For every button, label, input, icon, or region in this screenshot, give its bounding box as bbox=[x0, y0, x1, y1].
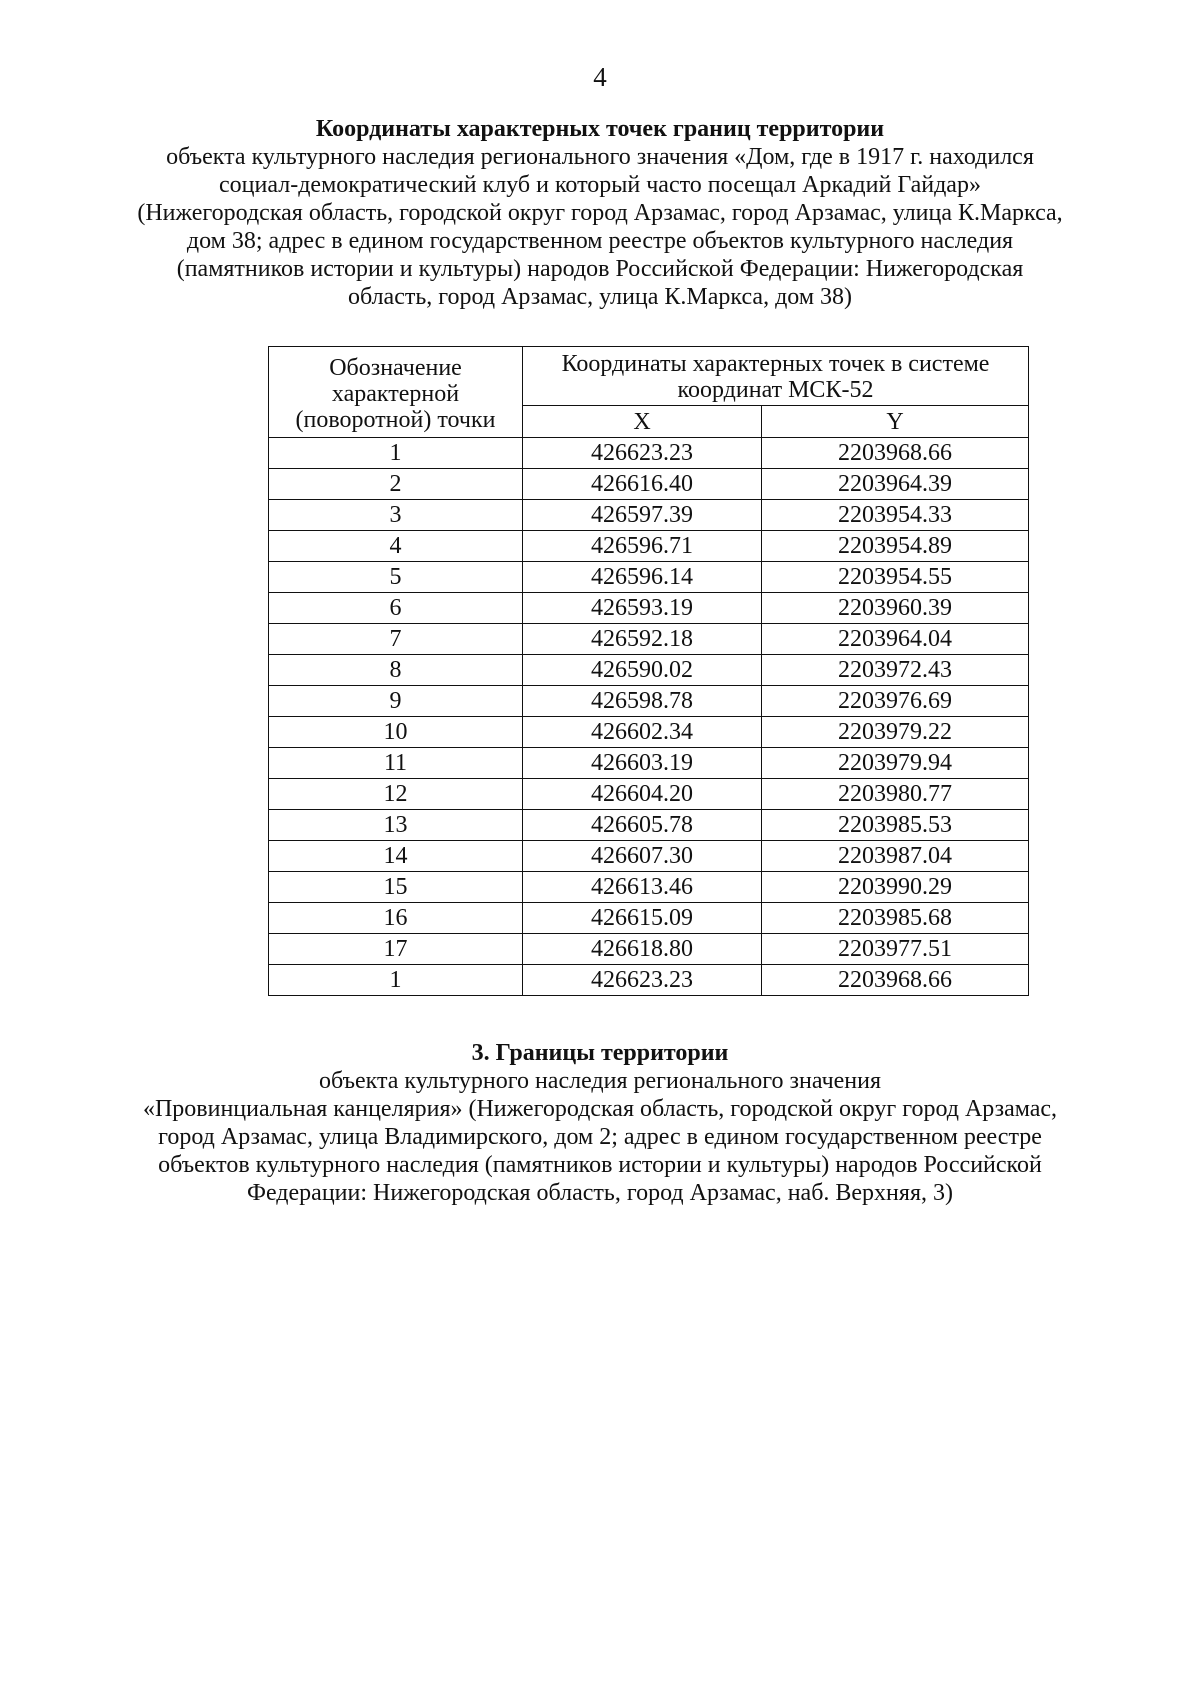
cell-x: 426598.78 bbox=[523, 686, 762, 717]
heading-line: объекта культурного наследия регионального значения bbox=[318, 1068, 882, 1094]
table-row bbox=[269, 717, 1029, 748]
cell-y: 2203979.94 bbox=[762, 748, 1029, 779]
heading-line: объекта культурного наследия регионального значения «Дом, где в 1917 г. находился bbox=[166, 144, 1034, 170]
cell-point: 5 bbox=[269, 562, 523, 593]
table-row bbox=[269, 469, 1029, 500]
table-row bbox=[269, 500, 1029, 531]
cell-y: 2203964.04 bbox=[762, 624, 1029, 655]
cell-y: 2203960.39 bbox=[762, 593, 1029, 624]
cell-x: 426603.19 bbox=[523, 748, 762, 779]
cell-point: 13 bbox=[269, 810, 523, 841]
cell-point: 8 bbox=[269, 655, 523, 686]
cell-y: 2203987.04 bbox=[762, 841, 1029, 872]
cell-x: 426593.19 bbox=[523, 593, 762, 624]
cell-point: 4 bbox=[269, 531, 523, 562]
table-row bbox=[269, 686, 1029, 717]
table-row bbox=[269, 965, 1029, 996]
cell-x: 426590.02 bbox=[523, 655, 762, 686]
cell-y: 2203979.22 bbox=[762, 717, 1029, 748]
cell-y: 2203977.51 bbox=[762, 934, 1029, 965]
table-row bbox=[269, 748, 1029, 779]
table-row bbox=[269, 779, 1029, 810]
cell-y: 2203980.77 bbox=[762, 779, 1029, 810]
cell-x: 426596.71 bbox=[523, 531, 762, 562]
cell-y: 2203954.55 bbox=[762, 562, 1029, 593]
cell-y: 2203985.53 bbox=[762, 810, 1029, 841]
header-y: Y bbox=[762, 406, 1029, 438]
table-row bbox=[269, 810, 1029, 841]
cell-x: 426602.34 bbox=[523, 717, 762, 748]
cell-x: 426607.30 bbox=[523, 841, 762, 872]
coordinates-table-body bbox=[269, 438, 1029, 996]
cell-y: 2203976.69 bbox=[762, 686, 1029, 717]
table-row bbox=[269, 872, 1029, 903]
heading-line: дом 38; адрес в едином государственном реестре объектов культурного наследия bbox=[186, 228, 1014, 254]
section-title: 3. Границы территории bbox=[471, 1040, 729, 1066]
cell-y: 2203954.89 bbox=[762, 531, 1029, 562]
heading-line: Федерации: Нижегородская область, город Арзамас, наб. Верхняя, 3) bbox=[247, 1180, 953, 1206]
heading-line: объектов культурного наследия (памятников истории и культуры) народов Российской bbox=[158, 1152, 1042, 1178]
heading-line: социал-демократический клуб и который часто посещал Аркадий Гайдар» bbox=[219, 172, 981, 198]
cell-point: 7 bbox=[269, 624, 523, 655]
cell-point: 17 bbox=[269, 934, 523, 965]
cell-x: 426604.20 bbox=[523, 779, 762, 810]
cell-point: 1 bbox=[269, 438, 523, 469]
heading-line: «Провинциальная канцелярия» (Нижегородская область, городской округ город Арзамас, bbox=[142, 1096, 1058, 1122]
heading-line: (Нижегородская область, городской округ город Арзамас, город Арзамас, улица К.Маркса, bbox=[137, 200, 1063, 226]
cell-x: 426623.23 bbox=[523, 438, 762, 469]
cell-y: 2203968.66 bbox=[762, 438, 1029, 469]
cell-point: 11 bbox=[269, 748, 523, 779]
cell-x: 426616.40 bbox=[523, 469, 762, 500]
cell-y: 2203968.66 bbox=[762, 965, 1029, 996]
table-row bbox=[269, 655, 1029, 686]
table-row bbox=[269, 903, 1029, 934]
cell-x: 426623.23 bbox=[523, 965, 762, 996]
table-row bbox=[269, 841, 1029, 872]
cell-point: 3 bbox=[269, 500, 523, 531]
cell-x: 426618.80 bbox=[523, 934, 762, 965]
coordinates-table bbox=[268, 346, 1029, 996]
cell-x: 426615.09 bbox=[523, 903, 762, 934]
cell-y: 2203964.39 bbox=[762, 469, 1029, 500]
cell-y: 2203972.43 bbox=[762, 655, 1029, 686]
cell-point: 16 bbox=[269, 903, 523, 934]
cell-x: 426596.14 bbox=[523, 562, 762, 593]
cell-point: 12 bbox=[269, 779, 523, 810]
cell-y: 2203990.29 bbox=[762, 872, 1029, 903]
cell-point: 9 bbox=[269, 686, 523, 717]
table-row bbox=[269, 934, 1029, 965]
header-point-designation: Обозначение характерной (поворотной) точки bbox=[269, 347, 523, 438]
header-coordinate-system: Координаты характерных точек в системе координат МСК-52 bbox=[523, 347, 1029, 406]
section-title: Координаты характерных точек границ территории bbox=[315, 116, 885, 142]
section-heading-borders bbox=[130, 1039, 1070, 1207]
header-x: X bbox=[523, 406, 762, 438]
cell-point: 6 bbox=[269, 593, 523, 624]
cell-point: 1 bbox=[269, 965, 523, 996]
cell-point: 10 bbox=[269, 717, 523, 748]
cell-x: 426592.18 bbox=[523, 624, 762, 655]
table-row bbox=[269, 593, 1029, 624]
cell-point: 2 bbox=[269, 469, 523, 500]
cell-x: 426597.39 bbox=[523, 500, 762, 531]
table-row bbox=[269, 562, 1029, 593]
heading-line: город Арзамас, улица Владимирского, дом 2; адрес в едином государственном реестре bbox=[158, 1124, 1042, 1150]
cell-point: 15 bbox=[269, 872, 523, 903]
table-row bbox=[269, 531, 1029, 562]
table-row bbox=[269, 438, 1029, 469]
cell-x: 426605.78 bbox=[523, 810, 762, 841]
cell-point: 14 bbox=[269, 841, 523, 872]
page-number: 4 bbox=[593, 62, 607, 92]
cell-x: 426613.46 bbox=[523, 872, 762, 903]
heading-line: (памятников истории и культуры) народов Российской Федерации: Нижегородская bbox=[176, 256, 1024, 282]
cell-y: 2203985.68 bbox=[762, 903, 1029, 934]
section-heading-coordinates bbox=[130, 115, 1070, 311]
cell-y: 2203954.33 bbox=[762, 500, 1029, 531]
table-row bbox=[269, 624, 1029, 655]
heading-line: область, город Арзамас, улица К.Маркса, дом 38) bbox=[347, 284, 853, 310]
